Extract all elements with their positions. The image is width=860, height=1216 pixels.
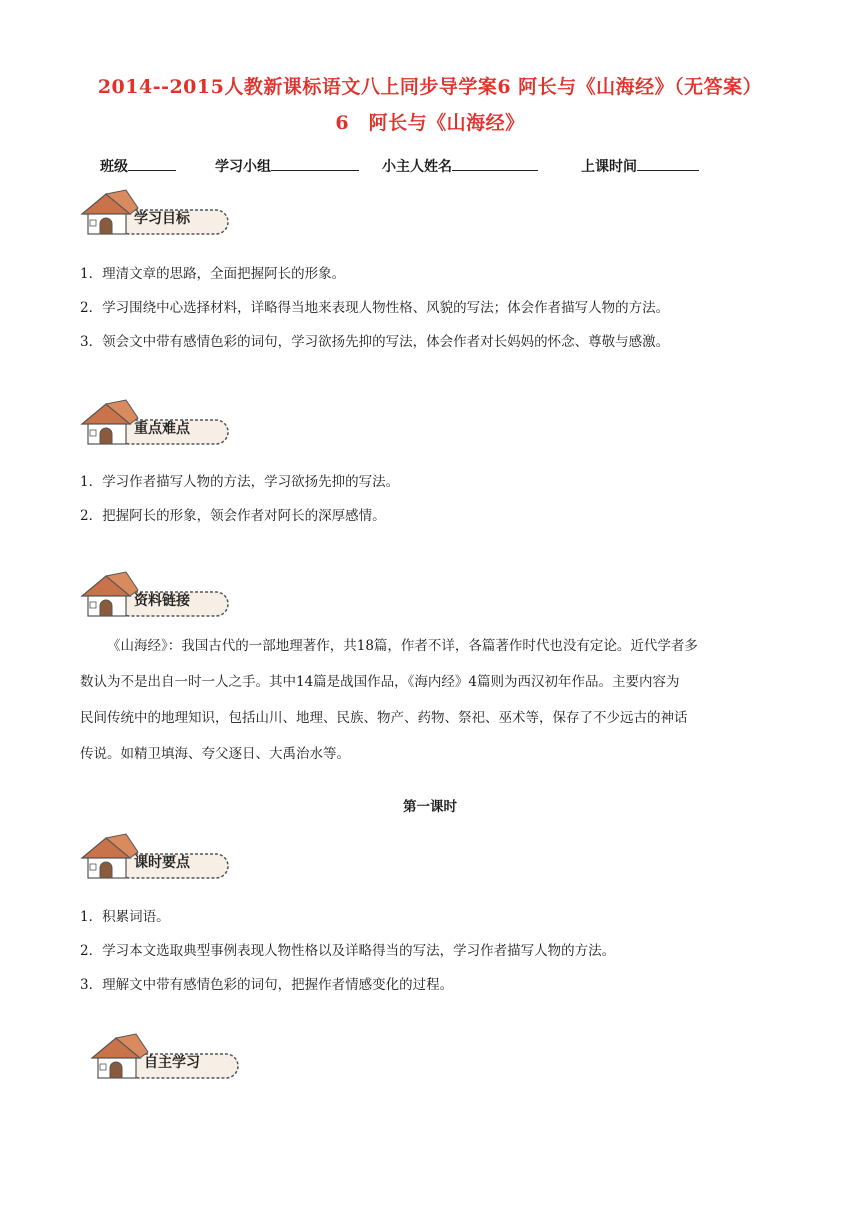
section-label-resources: 资料链接: [134, 593, 190, 609]
lesson-point-item: 2．学习本文选取典型事例表现人物性格以及详略得当的写法，学习作者描写人物的方法。: [80, 943, 616, 959]
group-blank: [271, 156, 359, 171]
class-time-blank: [637, 156, 699, 171]
group-label: 学习小组: [215, 159, 271, 175]
document-subtitle: 6 阿长与《山海经》: [335, 112, 525, 134]
section-header-goals: [78, 188, 238, 238]
lesson-point-item: 3．理解文中带有感情色彩的词句，把握作者情感变化的过程。: [80, 977, 454, 993]
section-label-goals: 学习目标: [134, 211, 190, 227]
class-time-label: 上课时间: [581, 159, 637, 175]
section-header-lesson-points: [78, 832, 238, 882]
resource-line: 民间传统中的地理知识，包括山川、地理、民族、物产、药物、祭祀、巫术等，保存了不少远古的神话: [80, 710, 688, 726]
time-field: [581, 156, 699, 176]
key-point-item: 2．把握阿长的形象，领会作者对阿长的深厚感情。: [80, 508, 386, 524]
group-field: [215, 156, 359, 176]
lesson-point-item: 1．积累词语。: [80, 909, 170, 925]
resource-line: 数认为不是出自一时一人之手。其中14篇是战国作品，《海内经》4篇则为西汉初年作品。主要内容为: [80, 674, 680, 690]
section-label-self-study: 自主学习: [144, 1055, 200, 1071]
host-field: [382, 156, 538, 176]
lesson-title: 第一课时: [403, 799, 457, 815]
class-label: 班级: [100, 159, 128, 175]
key-point-item: 1．学习作者描写人物的方法，学习欲扬先抑的写法。: [80, 474, 400, 490]
section-header-resources: [78, 570, 238, 620]
section-header-key-points: [78, 398, 238, 448]
section-header-self-study: [88, 1032, 248, 1082]
goal-item: 1．理清文章的思路，全面把握阿长的形象。: [80, 266, 346, 282]
resource-line: 《山海经》：我国古代的一部地理著作，共18篇，作者不详，各篇著作时代也没有定论。近代学者多: [107, 638, 698, 654]
host-name-label: 小主人姓名: [382, 159, 452, 175]
class-blank: [128, 156, 176, 171]
section-label-lesson-points: 课时要点: [134, 855, 190, 871]
goal-item: 3．领会文中带有感情色彩的词句，学习欲扬先抑的写法，体会作者对长妈妈的怀念、尊敬与感激。: [80, 334, 670, 350]
host-name-blank: [452, 156, 538, 171]
goal-item: 2．学习围绕中心选择材料，详略得当地来表现人物性格、风貌的写法；体会作者描写人物的方法。: [80, 300, 670, 316]
resource-paragraph: [80, 628, 780, 772]
class-field: [100, 156, 176, 176]
resource-line: 传说。如精卫填海、夸父逐日、大禹治水等。: [80, 746, 350, 762]
document-title: 2014--2015人教新课标语文八上同步导学案6 阿长与《山海经》（无答案）: [97, 76, 763, 98]
section-label-key-points: 重点难点: [134, 421, 190, 437]
